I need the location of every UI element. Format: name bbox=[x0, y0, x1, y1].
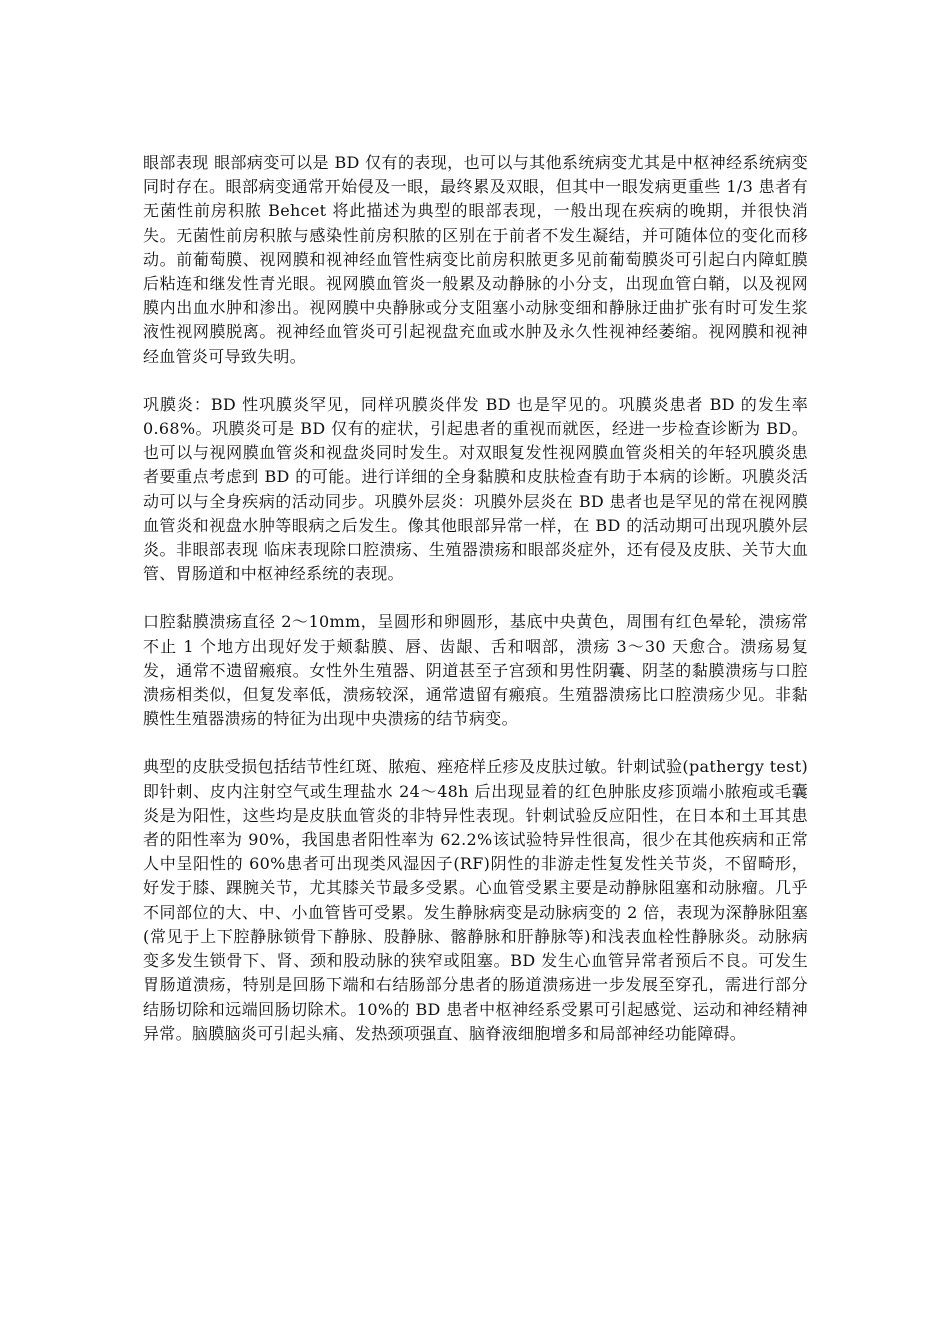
document-body bbox=[143, 151, 808, 1070]
paragraph-eye-manifestations: 眼部表现 眼部病变可以是 BD 仅有的表现，也可以与其他系统病变尤其是中枢神经系统病变同时存在。眼部病变通常开始侵及一眼，最终累及双眼，但其中一眼发病更重些 1/3 患者有无菌性前房积脓 Behcet 将此描述为典型的眼部表现，一般出现在疾病的晚期，并很快消失。无菌性前房积脓与感染性前房积脓的区别在于前者不发生凝结，并可随体位的变化而移动。前葡萄膜、视网膜和视神经血管性病变比前房积脓更多见前葡萄膜炎可引起白内障虹膜后粘连和继发性青光眼。视网膜血管炎一般累及动静脉的小分支，出现血管白鞘，以及视网膜内出血水肿和渗出。视网膜中央静脉或分支阻塞小动脉变细和静脉迂曲扩张有时可发生浆液性视网膜脱离。视神经血管炎可引起视盘充血或水肿及永久性视神经萎缩。视网膜和视神经血管炎可导致失明。 bbox=[143, 153, 808, 366]
paragraph-skin-lesions: 典型的皮肤受损包括结节性红斑、脓疱、痤疮样丘疹及皮肤过敏。针刺试验(pathergy test)即针刺、皮内注射空气或生理盐水 24～48h 后出现显着的红色肿胀皮疹顶端小脓疱或毛囊炎是为阳性，这些均是皮肤血管炎的非特异性表现。针刺试验反应阳性，在日本和土耳其患者的阳性率为 90%，我国患者阳性率为 62.2%该试验特异性很高，很少在其他疾病和正常人中呈阳性的 60%患者可出现类风湿因子(RF)阴性的非游走性复发性关节炎，不留畸形，好发于膝、踝腕关节，尤其膝关节最多受累。心血管受累主要是动静脉阻塞和动脉瘤。几乎不同部位的大、中、小血管皆可受累。发生静脉病变是动脉病变的 2 倍，表现为深静脉阻塞(常见于上下腔静脉锁骨下静脉、股静脉、髂静脉和肝静脉等)和浅表血栓性静脉炎。动脉病变多发生锁骨下、肾、颈和股动脉的狭窄或阻塞。BD 发生心血管异常者预后不良。可发生胃肠道溃疡，特别是回肠下端和右结肠部分患者的肠道溃疡进一步发展至穿孔，需进行部分结肠切除和远端回肠切除术。10%的 BD 患者中枢神经系受累可引起感觉、运动和神经精神异常。脑膜脑炎可引起头痛、发热颈项强直、脑脊液细胞增多和局部神经功能障碍。 bbox=[143, 757, 808, 1043]
paragraph-scleritis: 巩膜炎：BD 性巩膜炎罕见，同样巩膜炎伴发 BD 也是罕见的。巩膜炎患者 BD 的发生率 0.68%。巩膜炎可是 BD 仅有的症状，引起患者的重视而就医，经进一步检查诊断为 BD。也可以与视网膜血管炎和视盘炎同时发生。对双眼复发性视网膜血管炎相关的年轻巩膜炎患者要重点考虑到 BD 的可能。进行详细的全身黏膜和皮肤检查有助于本病的诊断。巩膜炎活动可以与全身疾病的活动同步。巩膜外层炎：巩膜外层炎在 BD 患者也是罕见的常在视网膜血管炎和视盘水肿等眼病之后发生。像其他眼部异常一样，在 BD 的活动期可出现巩膜外层炎。非眼部表现 临床表现除口腔溃疡、生殖器溃疡和眼部炎症外，还有侵及皮肤、关节大血管、胃肠道和中枢神经系统的表现。 bbox=[143, 394, 808, 584]
paragraph-oral-ulcers: 口腔黏膜溃疡直径 2～10mm，呈圆形和卵圆形，基底中央黄色，周围有红色晕轮，溃疡常不止 1 个地方出现好发于颊黏膜、唇、齿龈、舌和咽部，溃疡 3～30 天愈合。溃疡易复发，通常不遗留瘢痕。女性外生殖器、阴道甚至子宫颈和男性阴囊、阴茎的黏膜溃疡与口腔溃疡相类似，但复发率低，溃疡较深，通常遗留有瘢痕。生殖器溃疡比口腔溃疡少见。非黏膜性生殖器溃疡的特征为出现中央溃疡的结节病变。 bbox=[143, 612, 808, 729]
